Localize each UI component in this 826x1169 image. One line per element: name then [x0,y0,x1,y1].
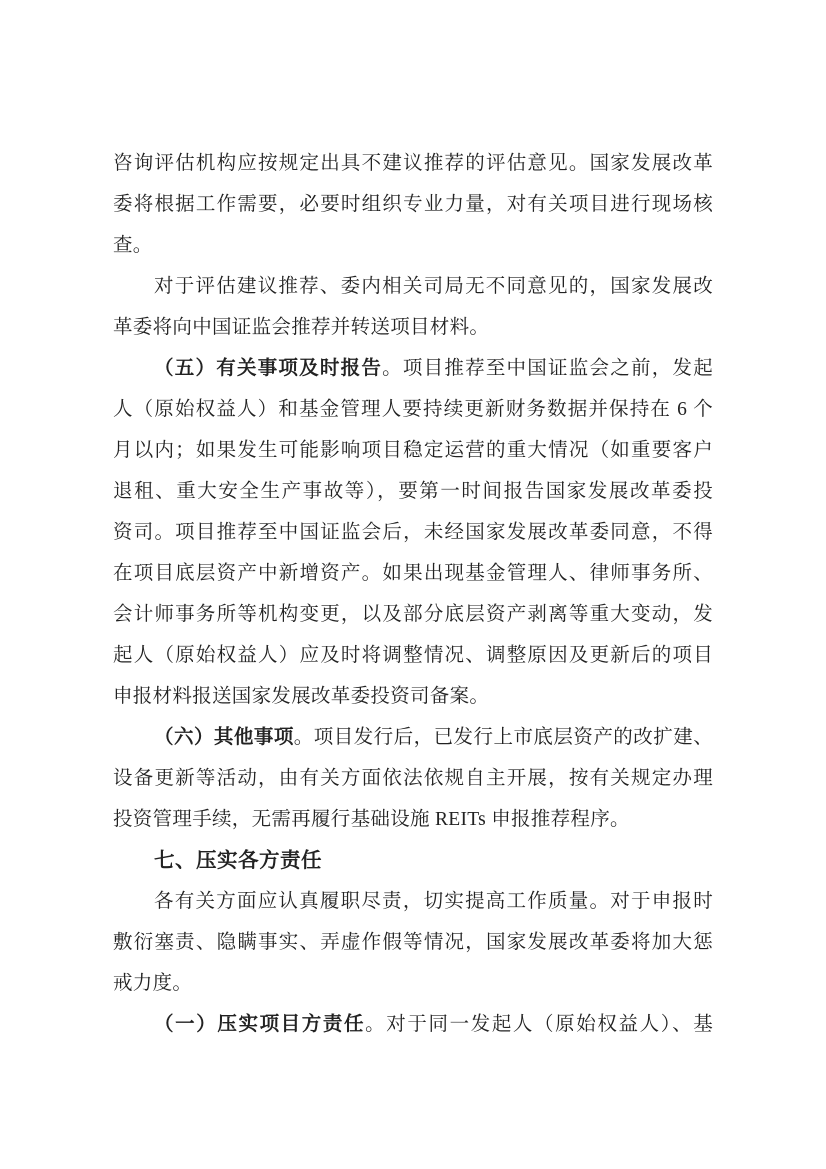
text-run: 在项目底层资产中新增资产。如果出现基金管理人、律师事务所、 [113,563,713,584]
bold-text-run: （六）其他事项 [154,727,294,748]
text-run: 会计师事务所等机构变更，以及部分底层资产剥离等重大变动，发 [113,604,713,625]
bold-text-run: （一）压实项目方责任 [154,1014,366,1035]
document-line [113,799,713,840]
document-line [113,143,713,184]
section-heading [113,840,713,881]
text-run: 。对于同一发起人（原始权益人）、基 [365,1014,713,1035]
document-line [113,471,713,512]
text-run: 人（原始权益人）和基金管理人要持续更新财务数据并保持在 6 个 [113,399,713,420]
text-run: 敷衍塞责、隐瞒事实、弄虚作假等情况，国家发展改革委将加大惩 [113,932,713,953]
text-run: 。项目发行后，已发行上市底层资产的改扩建、 [293,727,713,748]
document-line [113,594,713,635]
text-run: 起人（原始权益人）应及时将调整情况、调整原因及更新后的项目 [113,645,713,666]
text-run: 咨询评估机构应按规定出具不建议推荐的评估意见。国家发展改革 [113,153,713,174]
text-run: 戒力度。 [113,973,193,994]
document-line [113,225,713,266]
document-line [113,266,713,307]
text-run: 对于评估建议推荐、委内相关司局无不同意见的，国家发展改 [154,276,713,297]
document-line [113,881,713,922]
text-run: 设备更新等活动，由有关方面依法依规自主开展，按有关规定办理 [113,768,713,789]
text-run: 投资管理手续，无需再履行基础设施 REITs 申报推荐程序。 [113,809,630,830]
document-line [113,758,713,799]
bold-text-run: 七、压实各方责任 [154,849,322,872]
document-line [113,184,713,225]
document-line [113,348,713,389]
text-run: 委将根据工作需要，必要时组织专业力量，对有关项目进行现场核 [113,194,713,215]
text-run: 申报材料报送国家发展改革委投资司备案。 [113,686,490,707]
text-run: 退租、重大安全生产事故等），要第一时间报告国家发展改革委投 [113,481,713,502]
text-run: 各有关方面应认真履职尽责，切实提高工作质量。对于申报时 [154,891,713,912]
document-line [113,389,713,430]
document-line [113,676,713,717]
text-run: 。项目推荐至中国证监会之前，发起 [382,358,713,379]
document-line [113,635,713,676]
document-body [113,143,713,1045]
document-line [113,1004,713,1045]
text-run: 资司。项目推荐至中国证监会后，未经国家发展改革委同意，不得 [113,522,713,543]
document-line [113,922,713,963]
bold-text-run: （五）有关事项及时报告 [154,358,383,379]
text-run: 查。 [113,235,153,256]
document-line [113,307,713,348]
document-line [113,553,713,594]
document-line [113,963,713,1004]
text-run: 月以内；如果发生可能影响项目稳定运营的重大情况（如重要客户 [113,440,713,461]
document-line [113,717,713,758]
document-line [113,430,713,471]
document-line [113,512,713,553]
text-run: 革委将向中国证监会推荐并转送项目材料。 [113,317,490,338]
